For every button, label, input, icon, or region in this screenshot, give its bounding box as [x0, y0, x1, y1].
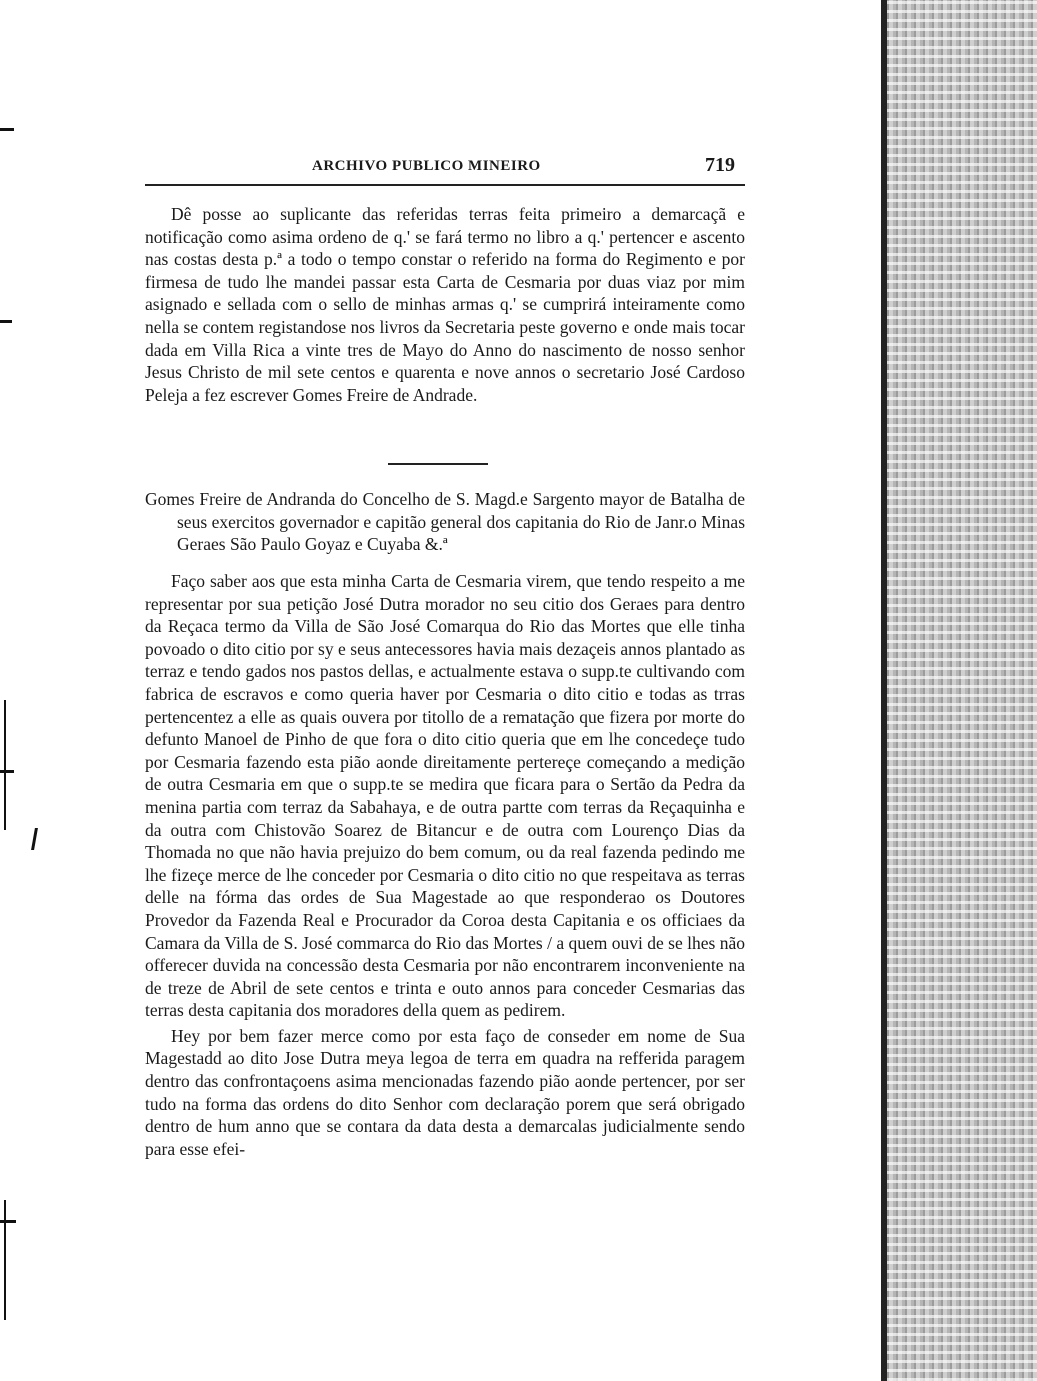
- paragraph-text: Dê posse ao suplicante das referidas terras feita primeiro a demarcaçã e notificação como asima ordeno de q.' se fará termo no libro a q.' pertencer e ascento nas costas desta p.ª a todo o tempo constar o referido na forma do Regimento e por firmesa de tudo lhe mandei passar esta Carta de Cesmaria por duas viaz por mim asignado e sellada com o sello de minhas armas q.' se cumprirá inteiramente como nella se contem registandose nos livros da Secretaria peste governo e onde mais tocar dada em Villa Rica a vinte tres de Mayo do Anno do nascimento de nosso senhor Jesus Christo de mil sete centos e quarenta e nove annos o secretario José Cardoso Peleja a fez escrever Gomes Freire de Andrade.: [145, 204, 745, 405]
- header-rule: [145, 184, 745, 186]
- running-title: ARCHIVO PUBLICO MINEIRO: [312, 158, 541, 174]
- margin-mark: [0, 320, 12, 323]
- margin-mark: [4, 700, 6, 830]
- charter-body: [145, 570, 745, 1160]
- charter-heading-text: Gomes Freire de Andranda do Concelho de S. Magd.e Sargento mayor de Batalha de seus exercitos governador e capitão general dos capitania do Rio de Janr.o Minas Geraes São Paulo Goyaz e Cuyaba &.ª: [145, 489, 745, 555]
- margin-mark: [31, 828, 38, 850]
- paragraph-closing-charter: [145, 203, 745, 406]
- margin-mark: [0, 770, 14, 773]
- page-header: [145, 150, 745, 190]
- margin-mark: [4, 1200, 6, 1320]
- section-divider: [388, 463, 488, 465]
- book-binding: [887, 0, 1037, 1381]
- paragraph-text: Faço saber aos que esta minha Carta de Cesmaria virem, que tendo respeito a me representar por sua petição José Dutra morador no seu citio dos Geraes para dentro da Reçaca termo da Villa de São José Comarqua do Rio das Mortes que elle tinha povoado o dito citio por sy e seus antecessores havia mais dezaçeis annos plantado as terraz e tendo gados nos pastos dellas, e actualmente estava o supp.te cultivando com fabrica de escravos e como queria haver por Cesmaria o dito citio e todas as trras pertencentez a elle as quais ouvera por titollo de a rematação que fizera por morte do defunto Manoel de Pinho de que fora o dito citio queria que em lhe concedeçe tudo por Cesmaria fazendo esta pião aonde direitamente pertereçe começando a medição de outra Cesmaria em que o supp.te se medira que ficara para o Sertão da Pedra da menina partia com terraz da Sabahaya, e de outra partte com terras da Reçaquinha e da outra com Chistovão Soarez de Bitancur e de outra com Lourenço Dias da Thomada no que não havia prejuizo do bem comum, ou da real fazenda pedindo me lhe fizeçe merce de lhe conceder por Cesmaria o dito citio no que respeitava as terras delle na fórma das ordes de Sua Magestade ao que responderao os Doutores Provedor da Fazenda Real e Procurador da Coroa desta Capitania e os officiaes da Camara da Villa de S. José commarca do Rio das Mortes / a quem ouvi de se lhes não offerecer duvida na concessão desta Cesmaria por não encontrarem inconveniente na de treze de Abril de sete centos e trinta e outo annos para conceder Cesmarias das terras desta capitania dos moradores della quem as pedirem.: [145, 571, 745, 1021]
- margin-mark: [0, 128, 14, 131]
- charter-heading: [145, 488, 745, 556]
- margin-mark: [0, 1220, 16, 1223]
- page-number: 719: [705, 154, 735, 176]
- paragraph-text: Hey por bem fazer merce como por esta faço de conseder em nome de Sua Magestadd ao dito Jose Dutra meya legoa de terra em quadra na refferida paragem dentro das confrontaçoens asima mencionadas fazendo pião aonde pertencer, por ser tudo na forma das ordens do dito Senhor com declaração porem que será obrigado dentro de hum anno que se contara da data desta a demarcalas judicialmente sendo para esse efei-: [145, 1025, 745, 1159]
